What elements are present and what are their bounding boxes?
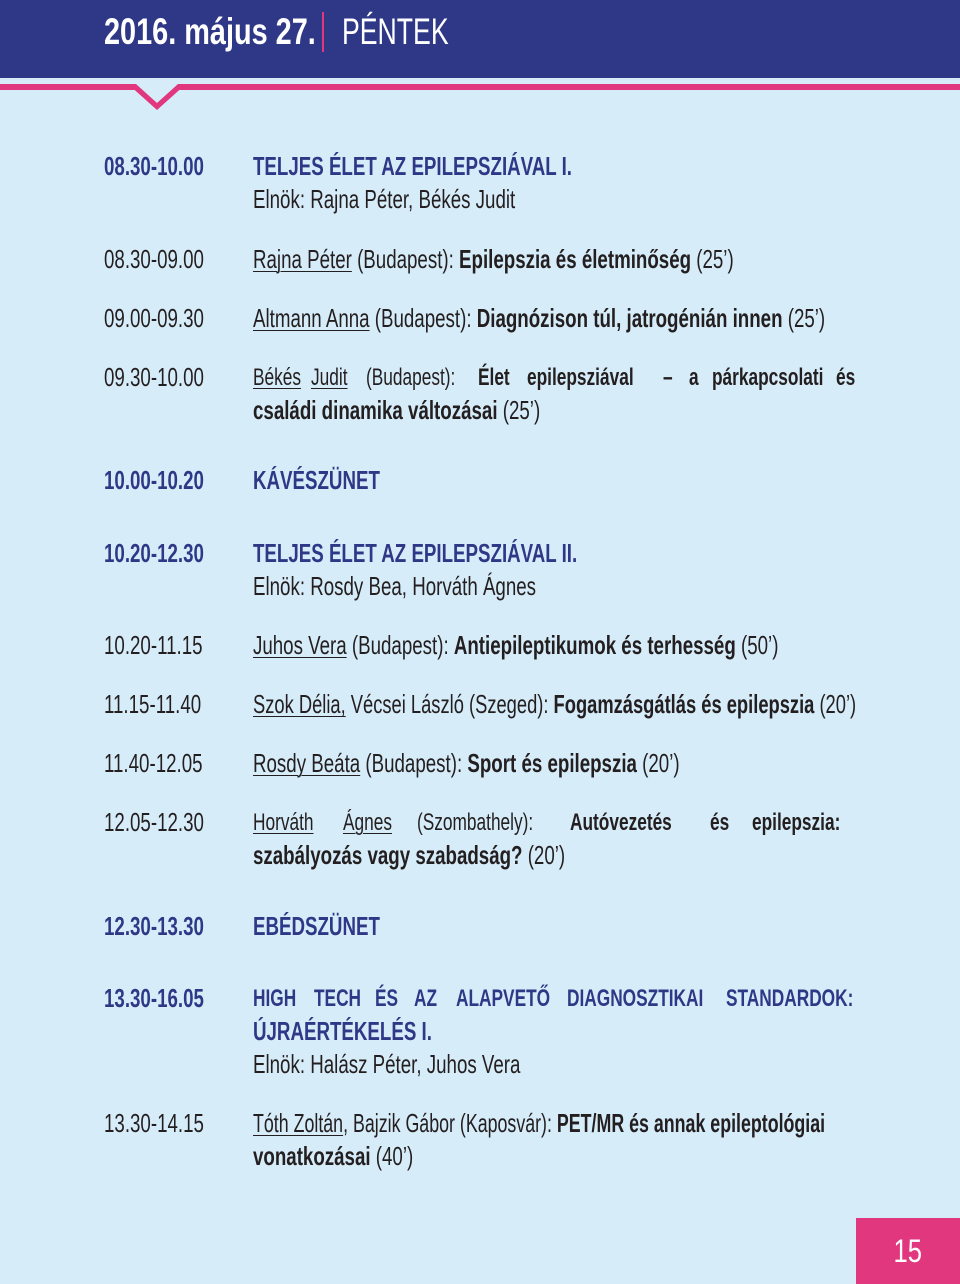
talk-time: 08.30-09.00: [104, 244, 204, 274]
talk-line-justified: [253, 806, 856, 839]
page-number-box: [856, 1218, 960, 1284]
session-title-cont: ÚJRAÉRTÉKELÉS I.: [253, 1016, 432, 1046]
talk-speaker: Judit: [311, 364, 348, 391]
talk-title-word: epilepsziával: [526, 364, 634, 391]
talk-time: 13.30-14.15: [104, 1108, 204, 1138]
talk-title-cont: vonatkozásai: [253, 1141, 371, 1171]
talk-speaker: Békés: [253, 364, 302, 391]
header-title: [104, 6, 490, 58]
talk-title: Fogamzásgátlás és epilepszia: [553, 689, 815, 719]
talk-place: (Budapest):: [360, 748, 468, 778]
talk-speaker: Juhos Vera: [253, 630, 347, 660]
talk-title: Diagnózison túl, jatrogénián innen: [476, 303, 783, 333]
talk-speaker: Tóth Zoltán: [253, 1108, 344, 1138]
session-chair: Elnök: Halász Péter, Juhos Vera: [253, 1049, 521, 1079]
talk-time: 10.20-11.15: [104, 630, 203, 660]
talk-time: 09.30-10.00: [104, 362, 204, 392]
header-date: 2016. május 27.: [104, 11, 316, 52]
header-divider: [322, 12, 324, 52]
session-title-word: ÉS: [375, 985, 399, 1012]
talk-title: Epilepszia és életminőség: [459, 244, 692, 274]
talk-place: , Bajzik Gábor (Kaposvár):: [343, 1108, 557, 1138]
talk-title-word: párkapcsolati: [711, 364, 824, 391]
break-title: EBÉDSZÜNET: [253, 911, 380, 941]
session-chair: Elnök: Rosdy Bea, Horváth Ágnes: [253, 571, 537, 601]
break-title: KÁVÉSZÜNET: [253, 465, 380, 495]
talk-speaker: Ágnes: [343, 809, 393, 836]
session-title-word: STANDARDOK:: [725, 985, 854, 1012]
header-day: PÉNTEK: [341, 11, 449, 52]
session-title-word: HIGH: [253, 985, 297, 1012]
talk-duration: (20’): [636, 748, 680, 778]
talk-duration: (25’): [782, 303, 826, 333]
session-title-word: ALAPVETŐ: [455, 985, 550, 1012]
talk-title: PET/MR és annak epileptológiai: [556, 1108, 826, 1138]
talk-title-word: Autóvezetés: [569, 809, 672, 836]
talk-time: 11.40-12.05: [104, 748, 203, 778]
talk-place: (Budapest):: [346, 630, 454, 660]
talk-title: Sport és epilepszia: [467, 748, 637, 778]
talk-time: 11.15-11.40: [104, 689, 202, 719]
talk-duration: (25’): [691, 244, 734, 274]
talk-title-word: és: [836, 364, 856, 391]
talk-duration: (25’): [497, 395, 541, 425]
talk-time: 09.00-09.30: [104, 303, 204, 333]
talk-duration: (50’): [735, 630, 779, 660]
session-title-word: TECH: [314, 985, 362, 1012]
talk-duration: (40’): [370, 1141, 414, 1171]
talk-title: Antiepileptikumok és terhesség: [453, 630, 736, 660]
talk-place: (Budapest):: [365, 364, 456, 391]
talk-line-justified: [253, 361, 856, 394]
talk-place: Vécsei László (Szeged):: [345, 689, 554, 719]
session-time: 08.30-10.00: [104, 151, 204, 181]
talk-title-cont: szabályozás vagy szabadság?: [253, 840, 523, 870]
break-time: 12.30-13.30: [104, 911, 204, 941]
talk-duration: (20’): [814, 689, 857, 719]
talk-speaker: Szok Délia,: [253, 689, 346, 719]
talk-speaker: Altmann Anna: [253, 303, 370, 333]
session-time: 13.30-16.05: [104, 983, 204, 1013]
session-title-word: AZ: [414, 985, 438, 1012]
talk-place: (Szombathely):: [417, 809, 534, 836]
page-header: [0, 0, 960, 78]
talk-speaker: Rosdy Beáta: [253, 748, 361, 778]
talk-speaker: Horváth: [253, 809, 314, 836]
header-notch-arrow: [128, 84, 186, 112]
talk-place: (Budapest):: [351, 244, 460, 274]
session-time: 10.20-12.30: [104, 538, 204, 568]
session-title-word: DIAGNOSZTIKAI: [566, 985, 704, 1012]
talk-title-cont: családi dinamika változásai: [253, 395, 498, 425]
session-chair: Elnök: Rajna Péter, Békés Judit: [253, 184, 516, 214]
talk-title-word: és: [709, 809, 729, 836]
talk-title-word: epilepszia:: [751, 809, 841, 836]
break-time: 10.00-10.20: [104, 465, 204, 495]
talk-title-word: a: [689, 364, 699, 391]
talk-time: 12.05-12.30: [104, 807, 204, 837]
talk-duration: (20’): [522, 840, 566, 870]
talk-speaker: Rajna Péter: [253, 244, 352, 274]
session-title-justified: [253, 982, 856, 1015]
session-title: TELJES ÉLET AZ EPILEPSZIÁVAL I.: [253, 151, 572, 181]
session-title: TELJES ÉLET AZ EPILEPSZIÁVAL II.: [253, 538, 578, 568]
page-number: 15: [893, 1232, 923, 1269]
talk-place: (Budapest):: [369, 303, 477, 333]
talk-title-word: Élet: [478, 364, 510, 391]
talk-title-word: –: [662, 364, 673, 391]
